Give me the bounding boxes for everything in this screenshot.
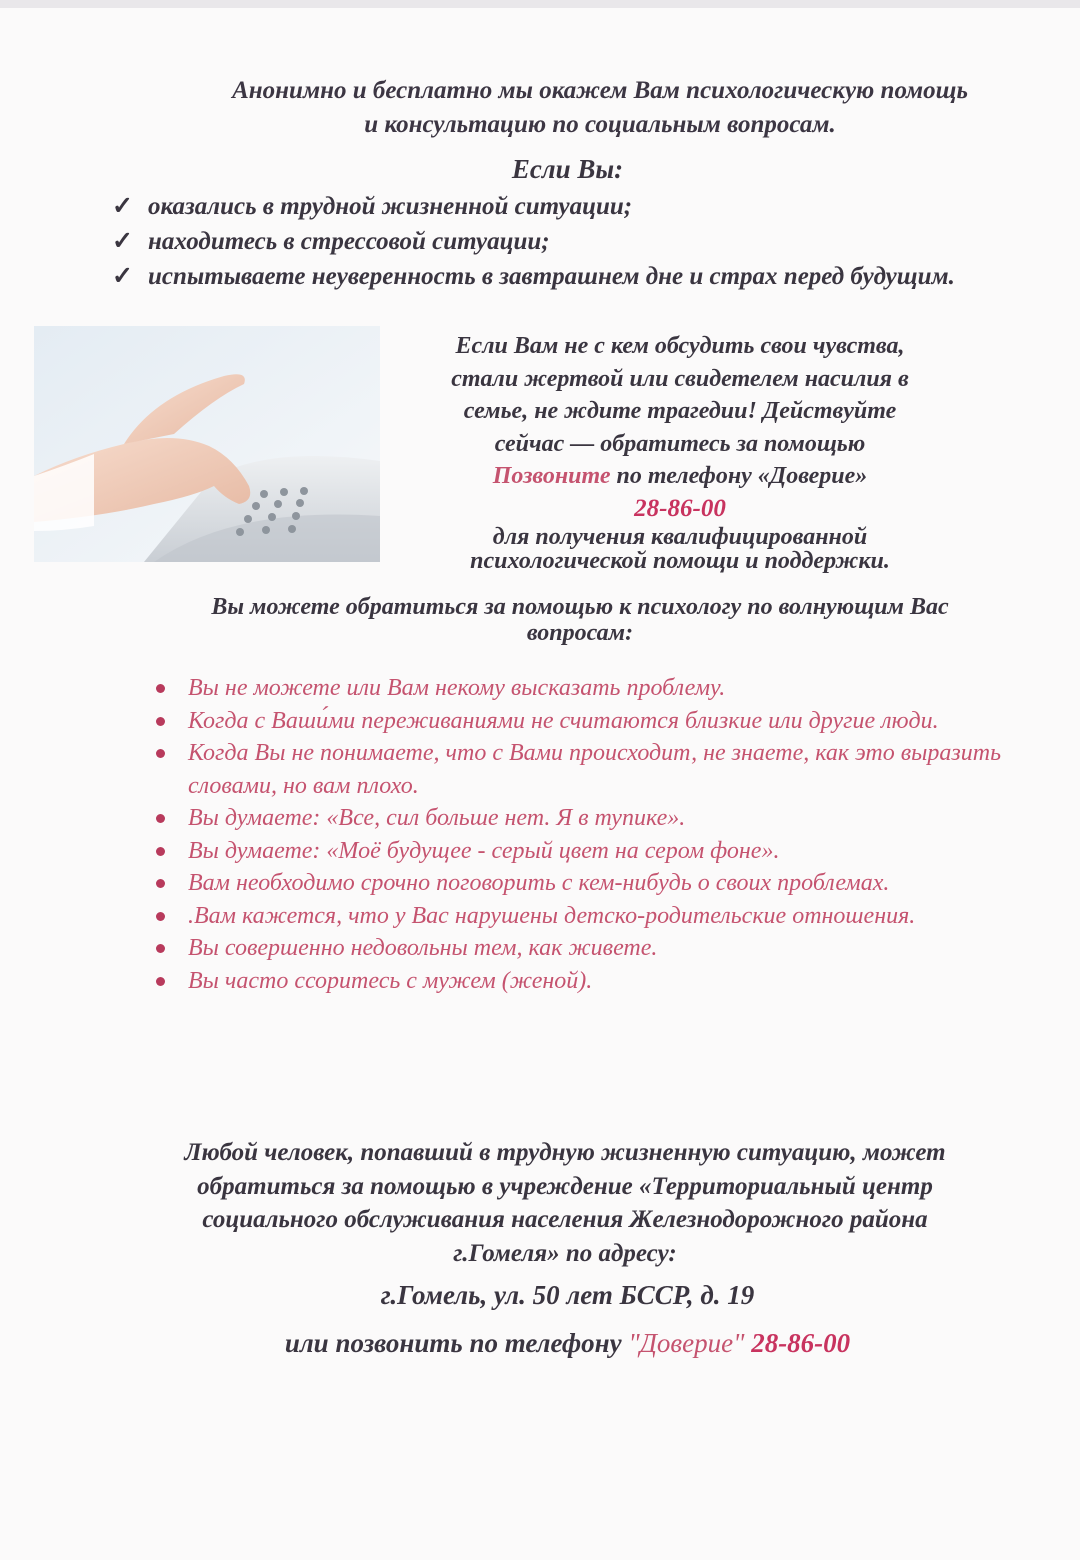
situations-list	[112, 190, 972, 295]
psychologist-heading	[140, 594, 1020, 646]
bullet-icon	[156, 944, 165, 953]
helpline-line: для получения квалифицированной	[492, 524, 868, 550]
situation-item	[112, 190, 972, 223]
call-rest: по телефону «Доверие»	[610, 463, 868, 489]
helpline-line: Если Вам не с кем обсудить свои чувства,	[455, 333, 905, 359]
bullet-icon	[156, 847, 165, 856]
checkmark-icon: ✓	[112, 193, 133, 220]
reason-text: Вы совершенно недовольны тем, как живете.	[188, 935, 658, 961]
phone-keypad-hand-photo	[34, 326, 380, 562]
situation-item	[112, 260, 972, 293]
bullet-icon	[156, 717, 165, 726]
reason-text: Вы часто ссоритесь с мужем (женой).	[188, 967, 593, 994]
helpline-line: психологической помощи и поддержки.	[470, 548, 890, 574]
reason-item	[150, 705, 1010, 738]
call-word: Позвоните	[492, 463, 611, 489]
helpline-name: "Доверие"	[628, 1328, 745, 1358]
reason-text: .Вам кажется, что у Вас нарушены детско-родительские отношения.	[188, 902, 916, 929]
reason-item	[150, 965, 1010, 998]
checkmark-icon: ✓	[112, 263, 133, 290]
helpline-line: семье, не ждите трагедии! Действуйте	[463, 398, 897, 424]
bullet-icon	[156, 879, 165, 888]
bullet-icon	[156, 684, 165, 693]
call-line	[0, 1328, 1080, 1359]
helpline-line: сейчас — обратитесь за помощью	[494, 430, 866, 457]
reason-item	[150, 835, 1010, 868]
bullet-icon	[156, 977, 165, 986]
center-info	[110, 1136, 1020, 1270]
helpline-phone-final: 28-86-00	[751, 1328, 851, 1358]
reason-item	[150, 672, 1010, 705]
reason-item	[150, 867, 1010, 900]
situation-text: находитесь в стрессовой ситуации;	[148, 228, 550, 255]
center-info-line: Любой человек, попавший в трудную жизненную ситуацию, может	[184, 1139, 946, 1166]
center-info-line: социального обслуживания населения Железнодорожного района	[202, 1206, 928, 1233]
helpline-block	[400, 330, 960, 573]
reason-item	[150, 932, 1010, 965]
situation-item	[112, 225, 972, 258]
reason-item	[150, 900, 1010, 933]
helpline-call-line	[400, 460, 960, 493]
center-info-line: г.Гомеля» по адресу:	[453, 1239, 677, 1267]
psychologist-heading-line: вопросам:	[526, 620, 634, 646]
checkmark-icon: ✓	[112, 228, 133, 255]
reason-text: Вы думаете: «Все, сил больше нет. Я в тупике».	[188, 805, 686, 831]
call-prefix: или позвонить по телефону	[284, 1328, 629, 1358]
helpline-line: стали жертвой или свидетелем насилия в	[451, 365, 909, 392]
reasons-list	[150, 672, 1010, 997]
reason-item	[150, 737, 1010, 802]
bullet-icon	[156, 912, 165, 921]
helpline-phone: 28-86-00	[634, 494, 726, 522]
reason-text: Вам необходимо срочно поговорить с кем-нибудь о своих проблемах.	[188, 870, 890, 896]
reason-text: Когда Вы не понимаете, что с Вами происходит, не знаете, как это выразить словами, но вам плохо.	[188, 740, 1001, 799]
scan-top-edge	[0, 0, 1080, 8]
reason-text: Когда с Ваши́ми переживаниями не считаются близкие или другие люди.	[188, 707, 939, 734]
intro-text	[150, 74, 1050, 142]
intro-line-2: и консультацию по социальным вопросам.	[364, 111, 836, 138]
situation-text: оказались в трудной жизненной ситуации;	[148, 193, 633, 220]
bullet-icon	[156, 814, 165, 823]
situation-text: испытываете неуверенность в завтрашнем дне и страх перед будущим.	[148, 263, 955, 290]
center-address: г.Гомель, ул. 50 лет БССР, д. 19	[380, 1280, 755, 1310]
reason-text: Вы не можете или Вам некому высказать проблему.	[188, 675, 726, 701]
center-info-line: обратиться за помощью в учреждение «Территориальный центр	[197, 1172, 933, 1200]
if-you-title: Если Вы:	[511, 154, 624, 184]
reason-text: Вы думаете: «Моё будущее - серый цвет на сером фоне».	[188, 837, 780, 864]
intro-line-1: Анонимно и бесплатно мы окажем Вам психологическую помощь	[232, 77, 968, 104]
reason-item	[150, 802, 1010, 835]
bullet-icon	[156, 749, 165, 758]
psychologist-heading-line: Вы можете обратиться за помощью к психологу по волнующим Вас	[211, 594, 949, 620]
